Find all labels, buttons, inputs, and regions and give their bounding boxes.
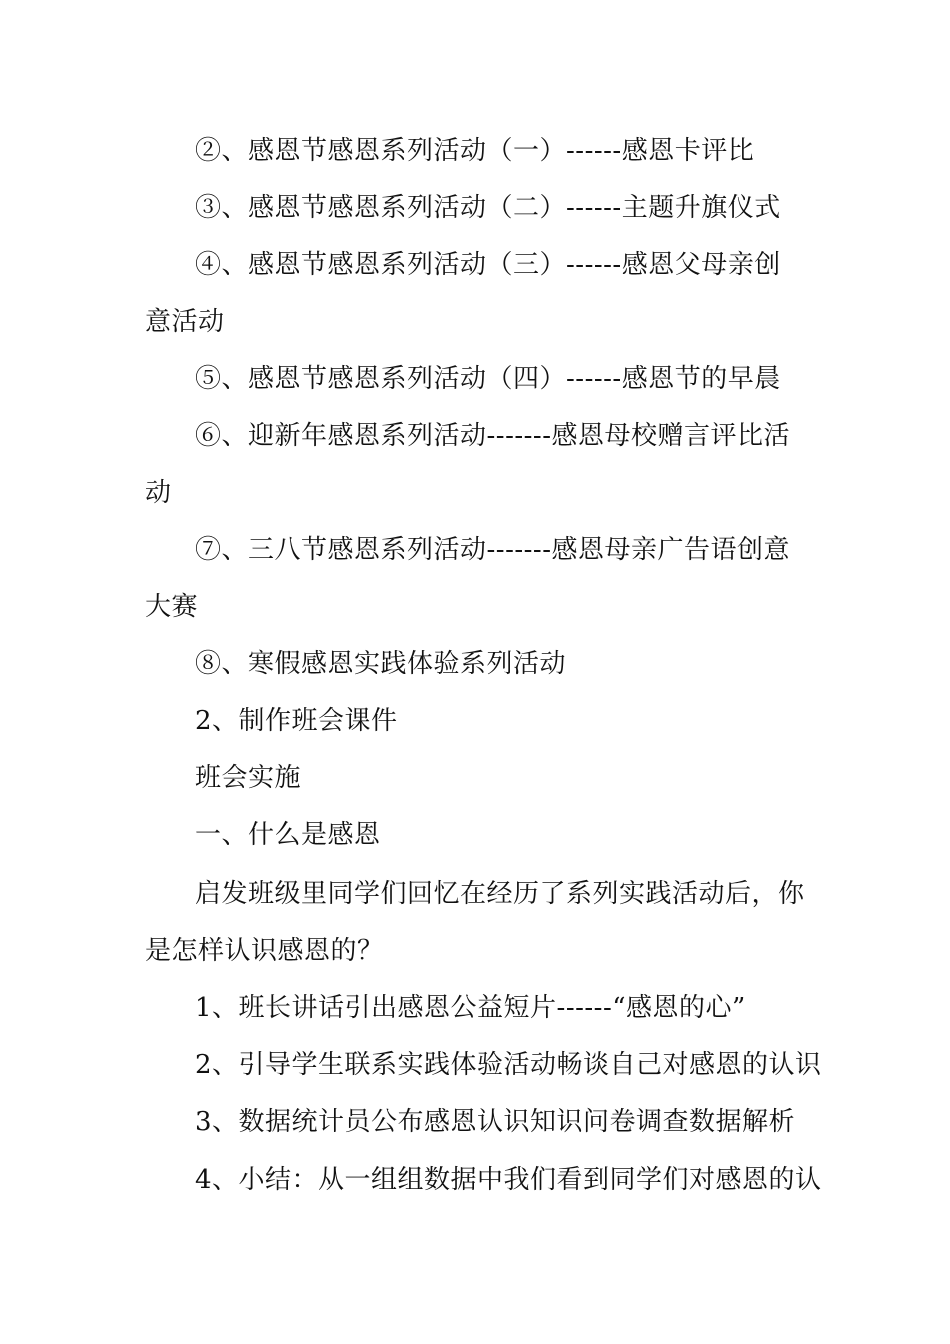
- step-3: 3、数据统计员公布感恩认识知识问卷调查数据解析: [195, 1107, 796, 1137]
- activity-item-8: ⑧、寒假感恩实践体验系列活动: [195, 649, 567, 679]
- activity-item-7-continuation: 大赛: [145, 592, 199, 622]
- paragraph-prompt-continuation: 是怎样认识感恩的？: [145, 936, 384, 966]
- activity-item-6-continuation: 动: [145, 478, 172, 508]
- activity-item-2: ②、感恩节感恩系列活动（一）------感恩卡评比: [195, 136, 755, 166]
- activity-item-4: ④、感恩节感恩系列活动（三）------感恩父母亲创: [195, 250, 781, 280]
- paragraph-prompt: 启发班级里同学们回忆在经历了系列实践活动后，你: [195, 879, 805, 909]
- activity-item-5: ⑤、感恩节感恩系列活动（四）------感恩节的早晨: [195, 364, 781, 394]
- step-make-courseware: 2、制作班会课件: [195, 706, 398, 736]
- step-1: 1、班长讲话引出感恩公益短片------“感恩的心”: [195, 993, 746, 1023]
- activity-item-7: ⑦、三八节感恩系列活动-------感恩母亲广告语创意: [195, 535, 790, 565]
- activity-item-4-continuation: 意活动: [145, 307, 225, 337]
- activity-item-6: ⑥、迎新年感恩系列活动-------感恩母校赠言评比活: [195, 421, 790, 451]
- section-heading-implementation: 班会实施: [195, 763, 302, 793]
- activity-item-3: ③、感恩节感恩系列活动（二）------主题升旗仪式: [195, 193, 781, 223]
- step-4: 4、小结：从一组组数据中我们看到同学们对感恩的认: [195, 1165, 822, 1195]
- step-2: 2、引导学生联系实践体验活动畅谈自己对感恩的认识: [195, 1050, 822, 1080]
- section-heading-what-is-gratitude: 一、什么是感恩: [195, 820, 381, 850]
